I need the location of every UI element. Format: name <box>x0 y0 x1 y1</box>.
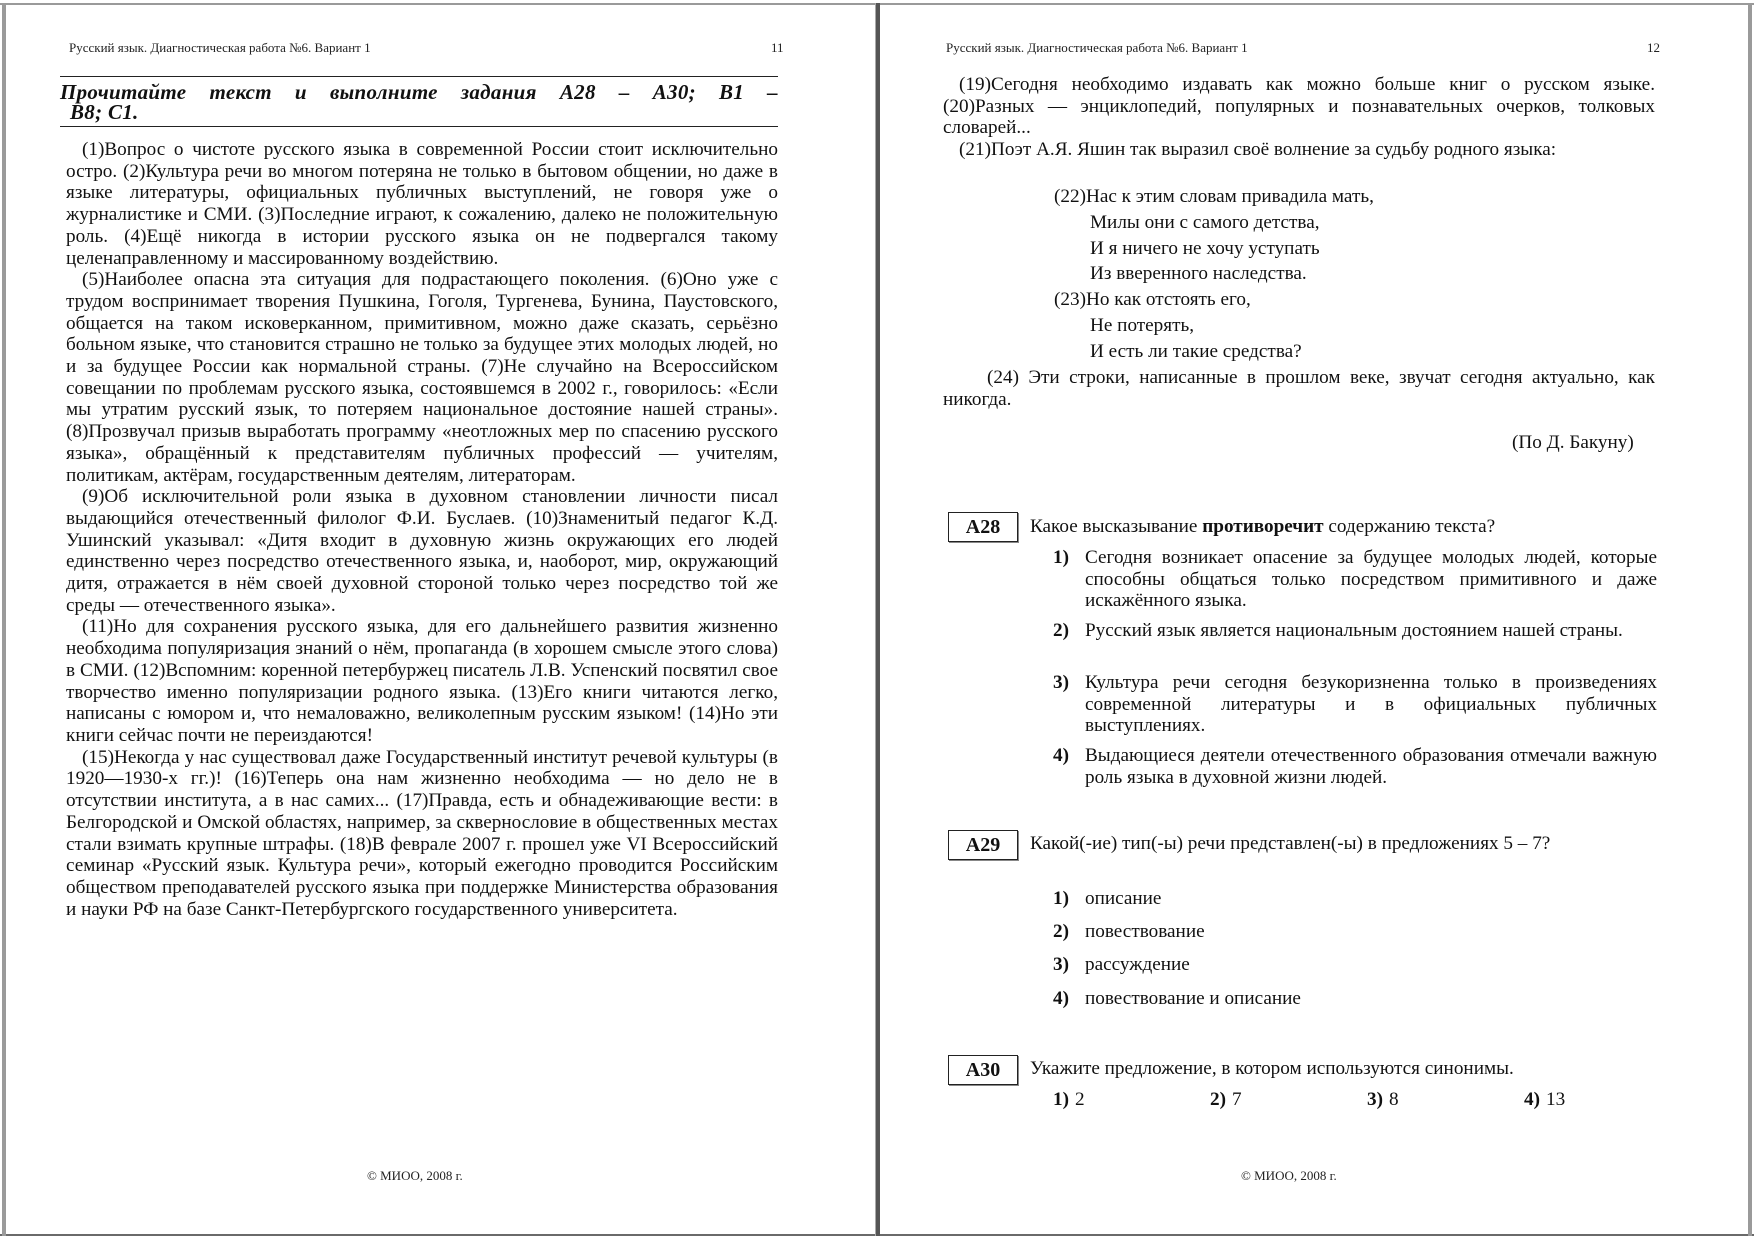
question-label-a28: A28 <box>948 512 1018 542</box>
task-instruction-line-2: В8; С1. <box>70 100 139 124</box>
running-header: Русский язык. Диагностическая работа №6. Вариант 1 <box>946 40 1248 55</box>
paragraph-24: (24) Эти строки, написанные в прошлом веке, звучат сегодня актуально, как никогда. <box>943 367 1655 410</box>
reading-text-continued <box>943 74 1655 161</box>
option-text: рассуждение <box>1085 954 1190 975</box>
page-number: 11 <box>771 40 784 55</box>
option-number: 2) <box>1053 921 1069 942</box>
option-text: 2 <box>1074 1089 1085 1110</box>
paragraph-5: (5)Наиболее опасна эта ситуация для подрастающего поколения. (6)Оно уже с трудом воспринимает творения Пушкина, Гоголя, Тургенева, Бунина, Паустовского, общается на таком исковерканном, примитивном, можно даже сказать, серьёзно больном языке, что становится страшно не только за будущее этих молодых людей, но и за будущее России как нормальной страны. (7)Не случайно на Всероссийском совещании по проблемам русского языка, состоявшемся в 2002 г., говорилось: «Если мы утратим русский язык, то потеряем национальное достояние нашей страны». (8)Прозвучал призыв выработать программу «неотложных мер по спасению русского языка», обращённый к представителям публичных профессий — учителям, политикам, актёрам, государственным деятелям, литераторам. <box>66 269 778 486</box>
answer-option-a30-2[interactable] <box>1210 1089 1242 1111</box>
option-number: 3) <box>1053 954 1069 975</box>
option-text: 8 <box>1388 1089 1399 1110</box>
question-text-part: Какое высказывание <box>1030 516 1203 537</box>
answer-option-a29-4[interactable] <box>1053 988 1453 1010</box>
paragraph-21: (21)Поэт А.Я. Яшин так выразил своё волнение за судьбу родного языка: <box>959 139 1557 161</box>
option-text: 7 <box>1231 1089 1242 1110</box>
question-text-part: содержанию текста? <box>1323 516 1496 537</box>
question-a29-text: Какой(-ие) тип(-ы) речи представлен(-ы) в предложениях 5 – 7? <box>1030 833 1551 854</box>
option-number: 4) <box>1053 745 1069 766</box>
poem-line: Из вверенного наследства. <box>1090 263 1307 285</box>
option-text: Сегодня возникает опасение за будущее молодых людей, которые способны общаться только посредством примитивного и даже искажённого языка. <box>1085 547 1657 612</box>
answer-option-a28-3[interactable] <box>1053 672 1658 738</box>
option-text: Русский язык является национальным достоянием нашей страны. <box>1085 620 1623 641</box>
page-number: 12 <box>1647 40 1660 55</box>
copyright-footer: © МИОО, 2008 г. <box>367 1168 463 1183</box>
answer-option-a30-4[interactable] <box>1524 1089 1565 1111</box>
question-a28-text <box>1030 516 1670 538</box>
option-text: 13 <box>1545 1089 1566 1110</box>
question-label-a29: A29 <box>948 830 1018 860</box>
question-emphasis: противоречит <box>1202 516 1324 537</box>
paragraph-11: (11)Но для сохранения русского языка, для его дальнейшего развития жизненно необходима популяризация знаний о нём, пропаганда (в хорошем смысле этого слова) в СМИ. (12)Вспомним: коренной петербуржец писатель Л.В. Успенский посвятил свое творчество именно популяризации родного языка. (13)Его книги читаются легко, написаны с юмором и, что немаловажно, великолепным русским языком! (14)Но эти книги сейчас почти не переиздаются! <box>66 616 778 746</box>
option-number: 3) <box>1367 1089 1383 1110</box>
paragraph-15: (15)Некогда у нас существовал даже Государственный институт речевой культуры (в 1920—1930-х гг.)! (16)Теперь она нам жизненно необходима — но дело не в отсутствии института, а в нас самих... (17)Правда, есть и обнадеживающие вести: в Белгородской и Омской областях, например, за сквернословие в общественных местах стали взимать крупные штрафы. (18)В феврале 2007 г. прошел уже VI Всероссийский семинар «Русский язык. Культура речи», который ежегодно проводится Российским обществом преподавателей русского языка при поддержке Министерства образования и науки РФ на базе Санкт-Петербургского государственного университета. <box>66 746 778 920</box>
running-header: Русский язык. Диагностическая работа №6. Вариант 1 <box>69 40 371 55</box>
answer-option-a30-1[interactable] <box>1053 1089 1085 1111</box>
poem-line: Не потерять, <box>1090 314 1195 336</box>
option-number: 1) <box>1053 547 1069 568</box>
answer-option-a29-3[interactable] <box>1053 954 1453 976</box>
option-number: 1) <box>1053 1089 1069 1110</box>
option-number: 1) <box>1053 888 1069 909</box>
answer-option-a29-2[interactable] <box>1053 921 1453 943</box>
question-label-a30: A30 <box>948 1055 1018 1085</box>
option-number: 4) <box>1524 1089 1540 1110</box>
option-number: 2) <box>1210 1089 1226 1110</box>
closing-paragraph <box>943 367 1655 410</box>
paragraph-9: (9)Об исключительной роли языка в духовном становлении личности писал выдающийся отечественный филолог Ф.И. Буслаев. (10)Знаменитый педагог К.Д. Ушинский указывал: «Дитя входит в духовную жизнь окружающих его людей единственно через посредство отечественного языка, и, наоборот, мир, окружающий дитя, отражается в нём своей духовной стороной только через посредство той же среды — отечественного языка». <box>66 486 778 616</box>
text-source: (По Д. Бакуну) <box>1512 432 1634 453</box>
task-instruction-line-1: Прочитайте текст и выполните задания А28 – А30; В1 – <box>60 80 778 104</box>
option-number: 4) <box>1053 988 1069 1009</box>
poem-line: И есть ли такие средства? <box>1090 340 1302 362</box>
option-text: повествование и описание <box>1085 988 1301 1009</box>
reading-text <box>66 139 778 920</box>
poem <box>1054 184 1374 365</box>
viewer-frame-right <box>1748 3 1752 1236</box>
poem-line: (23)Но как отстоять его, <box>1054 289 1251 311</box>
option-number: 3) <box>1053 672 1069 693</box>
option-text: Выдающиеся деятели отечественного образования отмечали важную роль языка в духовной жизни людей. <box>1085 745 1657 788</box>
answer-option-a29-1[interactable] <box>1053 888 1453 910</box>
poem-line: И я ничего не хочу уступать <box>1090 237 1320 259</box>
option-number: 2) <box>1053 620 1069 641</box>
option-text: описание <box>1085 888 1162 909</box>
poem-line: Милы они с самого детства, <box>1090 211 1320 233</box>
option-text: повествование <box>1085 921 1205 942</box>
poem-line: (22)Нас к этим словам привадила мать, <box>1054 186 1374 207</box>
answer-option-a28-2[interactable] <box>1053 620 1658 664</box>
answer-option-a28-4[interactable] <box>1053 745 1658 789</box>
option-text: Культура речи сегодня безукоризненна только в произведениях современной литературы и в официальных публичных выступлениях. <box>1085 672 1657 737</box>
task-instruction <box>60 76 778 127</box>
answer-option-a28-1[interactable] <box>1053 547 1658 613</box>
paragraph-19: (19)Сегодня необходимо издавать как можно больше книг о русском языке. (20)Разных — энциклопедий, популярных и познавательных очерков, толковых словарей... <box>943 74 1655 139</box>
answer-option-a30-3[interactable] <box>1367 1089 1399 1111</box>
question-a30-text: Укажите предложение, в котором используются синонимы. <box>1030 1058 1514 1079</box>
copyright-footer: © МИОО, 2008 г. <box>1241 1168 1337 1183</box>
paragraph-1: (1)Вопрос о чистоте русского языка в современной России стоит исключительно остро. (2)Культура речи во многом потеряна не только в бытовом общении, но даже в языке литературы, официальных публичных выступлений, не говоря уже о журналистике и СМИ. (3)Последние играют, к сожалению, далеко не положительную роль. (4)Ещё никогда в истории русского языка он не подвергался такому целенаправленному и массированному воздействию. <box>66 139 778 269</box>
